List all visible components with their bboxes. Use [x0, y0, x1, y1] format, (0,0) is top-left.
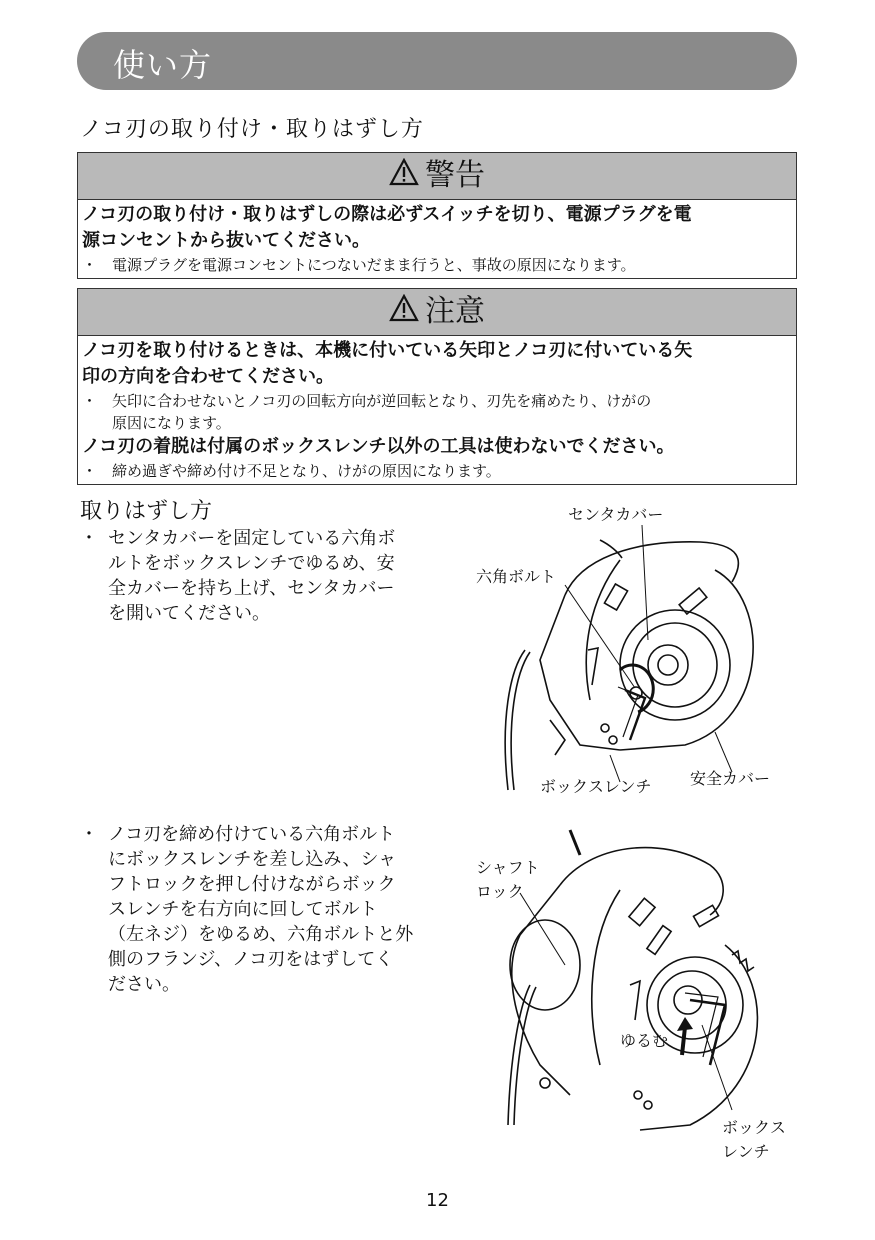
label-loosen: ゆるむ — [620, 1031, 669, 1050]
warning-triangle-icon — [389, 154, 419, 200]
caution-bold-line-3: ノコ刃の着脱は付属のボックスレンチ以外の工具は使わないでください。 — [82, 436, 675, 457]
page-header-bar — [77, 32, 797, 90]
page-number: 12 — [426, 1190, 449, 1211]
caution-box — [77, 288, 797, 485]
saw-illustration-1 — [470, 500, 800, 805]
label-hex-bolt: 六角ボルト — [476, 567, 557, 586]
warning-bold-line-1: ノコ刃の取り付け・取りはずしの際は必ずスイッチを切り、電源プラグを電 — [82, 204, 692, 225]
caution-bold-line-1: ノコ刃を取り付けるときは、本機に付いている矢印とノコ刃に付いている矢 — [82, 340, 693, 361]
caution-header — [78, 289, 796, 336]
caution-bullet-1: ・ 矢印に合わせないとノコ刃の回転方向が逆回転となり、刃先を痛めたり、けがの — [82, 392, 652, 410]
caution-triangle-icon — [389, 290, 419, 336]
removal-step-1: ・ センタカバーを固定している六角ボ ルトをボックスレンチでゆるめ、安 全カバーを持ち上げ、センタカバー を開いてください。 — [80, 528, 396, 624]
label-safety-cover: 安全カバー — [690, 769, 771, 788]
label-shaft-lock-2: ロック — [476, 882, 524, 901]
warning-bold-line-2: 源コンセントから抜いてください。 — [82, 230, 370, 251]
caution-bullet-1-cont: 原因になります。 — [112, 414, 231, 432]
warning-box — [77, 152, 797, 279]
label-box-wrench-1: ボックス — [722, 1118, 786, 1137]
label-shaft-lock-1: シャフト — [476, 858, 540, 877]
caution-bullet-2: ・ 締め過ぎや締め付け不足となり、けがの原因になります。 — [82, 462, 501, 480]
caution-bold-line-2: 印の方向を合わせてください。 — [82, 366, 334, 387]
label-box-wrench: ボックスレンチ — [540, 777, 652, 796]
warning-bullet: ・ 電源プラグを電源コンセントにつないだまま行うと、事故の原因になります。 — [82, 256, 636, 274]
warning-header — [78, 153, 796, 200]
removal-step-2: ・ ノコ刃を締め付けている六角ボルト にボックスレンチを差し込み、シャ フトロックを押し付けながらボック スレンチを右方向に回してボルト （左ネジ）をゆるめ、六角ボルトと外 側のフランジ、ノコ刃をはずしてく ださい。 — [80, 824, 414, 995]
figure-center-cover — [470, 500, 800, 805]
caution-title: 注意 — [425, 294, 485, 329]
warning-title: 警告 — [425, 158, 485, 193]
label-center-cover: センタカバー — [568, 505, 664, 524]
removal-heading: 取りはずし方 — [80, 499, 213, 524]
section-title: ノコ刃の取り付け・取りはずし方 — [80, 117, 424, 142]
figure-shaft-lock — [470, 825, 800, 1165]
label-box-wrench-2: レンチ — [722, 1142, 770, 1161]
page-header-title: 使い方 — [113, 46, 213, 84]
